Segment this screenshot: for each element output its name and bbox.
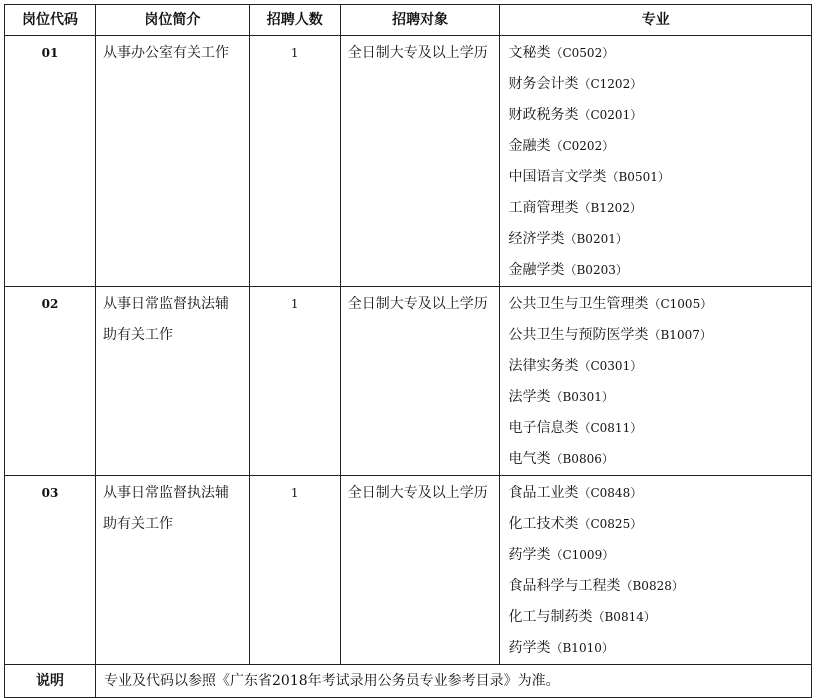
- recruit-target: 全日制大专及以上学历: [340, 36, 500, 287]
- major-item: 法律实务类（C0301）: [508, 358, 643, 374]
- note-label: 说明: [5, 665, 96, 698]
- major-item: 工商管理类（B1202）: [508, 200, 642, 216]
- header-position-intro: 岗位简介: [96, 5, 250, 36]
- major-item: 化工与制药类（B0814）: [508, 609, 656, 625]
- recruitment-table: [4, 4, 812, 698]
- position-intro: 从事日常监督执法辅助有关工作: [96, 287, 250, 476]
- table-row: [5, 287, 812, 476]
- major-item: 财务会计类（C1202）: [508, 76, 643, 92]
- position-intro: 从事办公室有关工作: [96, 36, 250, 287]
- header-major: 专业: [500, 5, 812, 36]
- recruit-count: 1: [249, 287, 340, 476]
- recruit-count: 1: [249, 476, 340, 665]
- position-code: 03: [5, 476, 96, 665]
- major-list: [500, 36, 812, 287]
- header-row: [5, 5, 812, 36]
- major-item: 文秘类（C0502）: [508, 45, 615, 61]
- major-item: 电气类（B0806）: [508, 451, 614, 467]
- major-list: [500, 476, 812, 665]
- major-item: 金融学类（B0203）: [508, 262, 628, 278]
- header-position-code: 岗位代码: [5, 5, 96, 36]
- major-item: 药学类（C1009）: [508, 547, 615, 563]
- major-item: 财政税务类（C0201）: [508, 107, 643, 123]
- major-item: 食品科学与工程类（B0828）: [508, 578, 684, 594]
- position-intro: 从事日常监督执法辅助有关工作: [96, 476, 250, 665]
- position-code: 01: [5, 36, 96, 287]
- major-item: 食品工业类（C0848）: [508, 485, 643, 501]
- position-code: 02: [5, 287, 96, 476]
- recruit-count: 1: [249, 36, 340, 287]
- table-row: [5, 476, 812, 665]
- major-list: [500, 287, 812, 476]
- recruitment-table-wrapper: [4, 4, 812, 698]
- recruit-target: 全日制大专及以上学历: [340, 287, 500, 476]
- major-item: 药学类（B1010）: [508, 640, 614, 656]
- major-item: 公共卫生与预防医学类（B1007）: [508, 327, 712, 343]
- recruit-target: 全日制大专及以上学历: [340, 476, 500, 665]
- major-item: 金融类（C0202）: [508, 138, 615, 154]
- header-recruit-target: 招聘对象: [340, 5, 500, 36]
- note-text: 专业及代码以参照《广东省2018年考试录用公务员专业参考目录》为准。: [96, 665, 812, 698]
- major-item: 电子信息类（C0811）: [508, 420, 643, 436]
- table-row: [5, 36, 812, 287]
- major-item: 化工技术类（C0825）: [508, 516, 643, 532]
- major-item: 法学类（B0301）: [508, 389, 614, 405]
- header-recruit-count: 招聘人数: [249, 5, 340, 36]
- major-item: 中国语言文学类（B0501）: [508, 169, 670, 185]
- major-item: 公共卫生与卫生管理类（C1005）: [508, 296, 713, 312]
- major-item: 经济学类（B0201）: [508, 231, 628, 247]
